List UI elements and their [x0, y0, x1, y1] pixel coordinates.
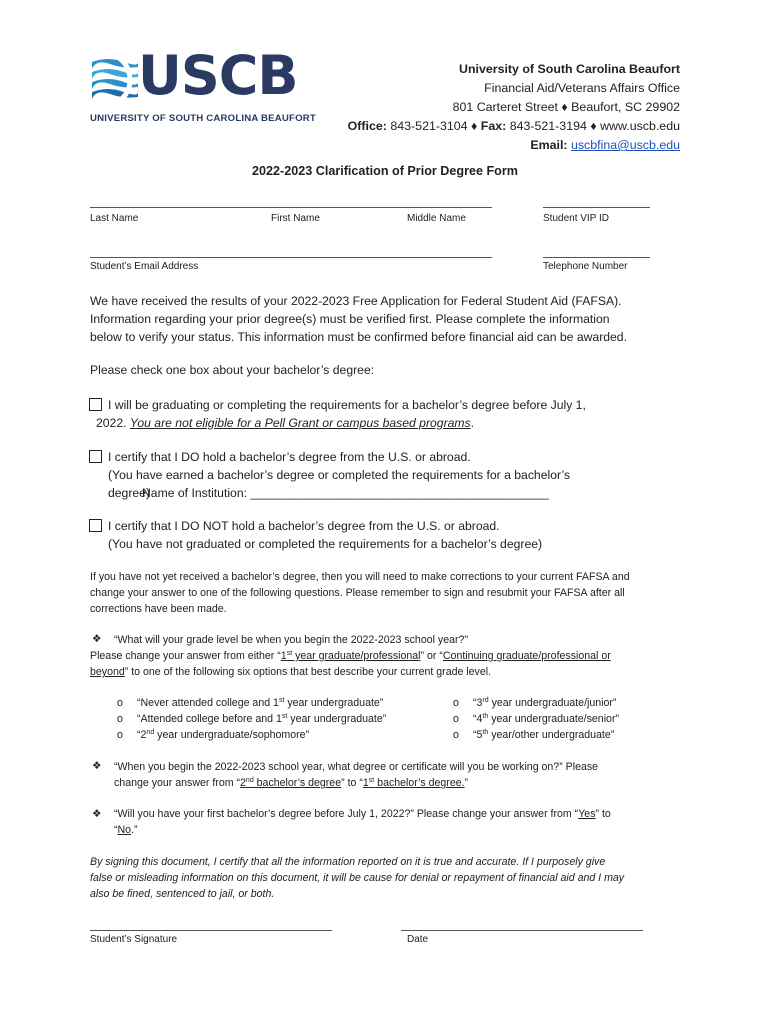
email-address-label: Student’s Email Address [90, 261, 199, 272]
phone-line: Office: 843-521-3104 ♦ Fax: 843-521-3194 ♦ www.uscb.edu [347, 119, 680, 133]
signature-line[interactable] [90, 930, 332, 931]
signature-label: Student’s Signature [90, 934, 178, 945]
question-first-bachelors: “Will you have your first bachelor’s degree before July 1, 2022?” Please change your answer from “Yes” to “No.” [114, 808, 611, 836]
option-graduating: I will be graduating or completing the requirements for a bachelor’s degree before July 1, 2022. You are not eligible for a Pell Grant or campus based programs. [96, 398, 586, 430]
certification-statement: By signing this document, I certify that all the information reported on it is true and accurate. If I purposely give false or misleading information on this document, it will be cause for denial or repayment of financial aid and I may also be fined, sentenced to jail, or both. [90, 856, 625, 900]
intro-paragraph: We have received the results of your 2022-2023 Free Application for Federal Student Aid (FAFSA). Information regarding your prior degree(s) must be verified first. Please complete the information below to verify your status. This information must be confirmed before financial aid can be awarded. [90, 294, 627, 344]
question-degree-working-on: “When you begin the 2022-2023 school year, what degree or certificate will you be working on?” Please change your answer from “2nd bachelor’s degree” to “1st bachelor’s degree.” [114, 761, 599, 789]
checkbox-hold-degree[interactable] [89, 450, 102, 463]
office-name: Financial Aid/Veterans Affairs Office [484, 81, 680, 95]
email-line: Email: uscbfina@uscb.edu [530, 138, 680, 152]
telephone-line[interactable] [543, 257, 650, 258]
uscb-logo [90, 44, 316, 126]
vip-id-line[interactable] [543, 207, 650, 208]
option-hold-degree: I certify that I DO hold a bachelor’s degree from the U.S. or abroad. (You have earned a bachelor’s degree or completed the requirements for a bachelor’s degree) [108, 450, 571, 500]
vip-id-label: Student VIP ID [543, 213, 609, 224]
date-line[interactable] [401, 930, 643, 931]
contact-block [348, 60, 680, 155]
institution-field[interactable]: Name of Institution: ____________________________________________ [142, 486, 549, 500]
option-no-degree: I certify that I DO NOT hold a bachelor’s degree from the U.S. or abroad. (You have not graduated or completed the requirements for a bachelor’s degree) [108, 519, 543, 551]
wave-emblem-icon [90, 54, 140, 106]
last-name-label: Last Name [90, 213, 139, 224]
diamond-bullet-icon: ❖ [92, 808, 102, 820]
logo-wordmark: USCB [138, 44, 298, 107]
logo-subtitle: UNIVERSITY OF SOUTH CAROLINA BEAUFORT [90, 113, 316, 124]
first-name-label: First Name [271, 213, 320, 224]
checkbox-graduating[interactable] [89, 398, 102, 411]
diamond-bullet-icon: ❖ [92, 760, 102, 772]
email-address-line[interactable] [90, 257, 492, 258]
date-label: Date [407, 934, 429, 945]
name-line[interactable] [90, 207, 492, 208]
grade-options-right: o “3rd year undergraduate/junior” o “4th year undergraduate/senior” o “5th year/other undergraduate” [453, 697, 620, 741]
check-prompt: Please check one box about your bachelor’s degree: [90, 363, 375, 377]
checkbox-no-degree[interactable] [89, 519, 102, 532]
email-link[interactable]: uscbfina@uscb.edu [570, 138, 680, 152]
middle-name-label: Middle Name [407, 213, 466, 224]
telephone-label: Telephone Number [543, 261, 628, 272]
university-name: University of South Carolina Beaufort [459, 62, 680, 76]
question-grade-level: “What will your grade level be when you begin the 2022-2023 school year?" [114, 634, 469, 646]
grade-level-instructions: Please change your answer from either “1st year graduate/professional” or “Continuing graduate/professional or beyond” to one of the following six options that best describe your current grade level. [90, 650, 611, 678]
address: 801 Carteret Street ♦ Beaufort, SC 29902 [452, 100, 680, 114]
grade-options-left: o “Never attended college and 1st year undergraduate” o “Attended college before and 1st year undergraduate” o “2nd year undergraduate/sophomore” [117, 697, 387, 741]
corrections-paragraph: If you have not yet received a bachelor’s degree, then you will need to make corrections to your current FAFSA and change your answer to one of the following questions. Please remember to sign and resubmit your FAFSA after all corrections have been made. [90, 571, 630, 615]
form-title: 2022-2023 Clarification of Prior Degree Form [252, 164, 518, 178]
diamond-bullet-icon: ❖ [92, 633, 102, 645]
